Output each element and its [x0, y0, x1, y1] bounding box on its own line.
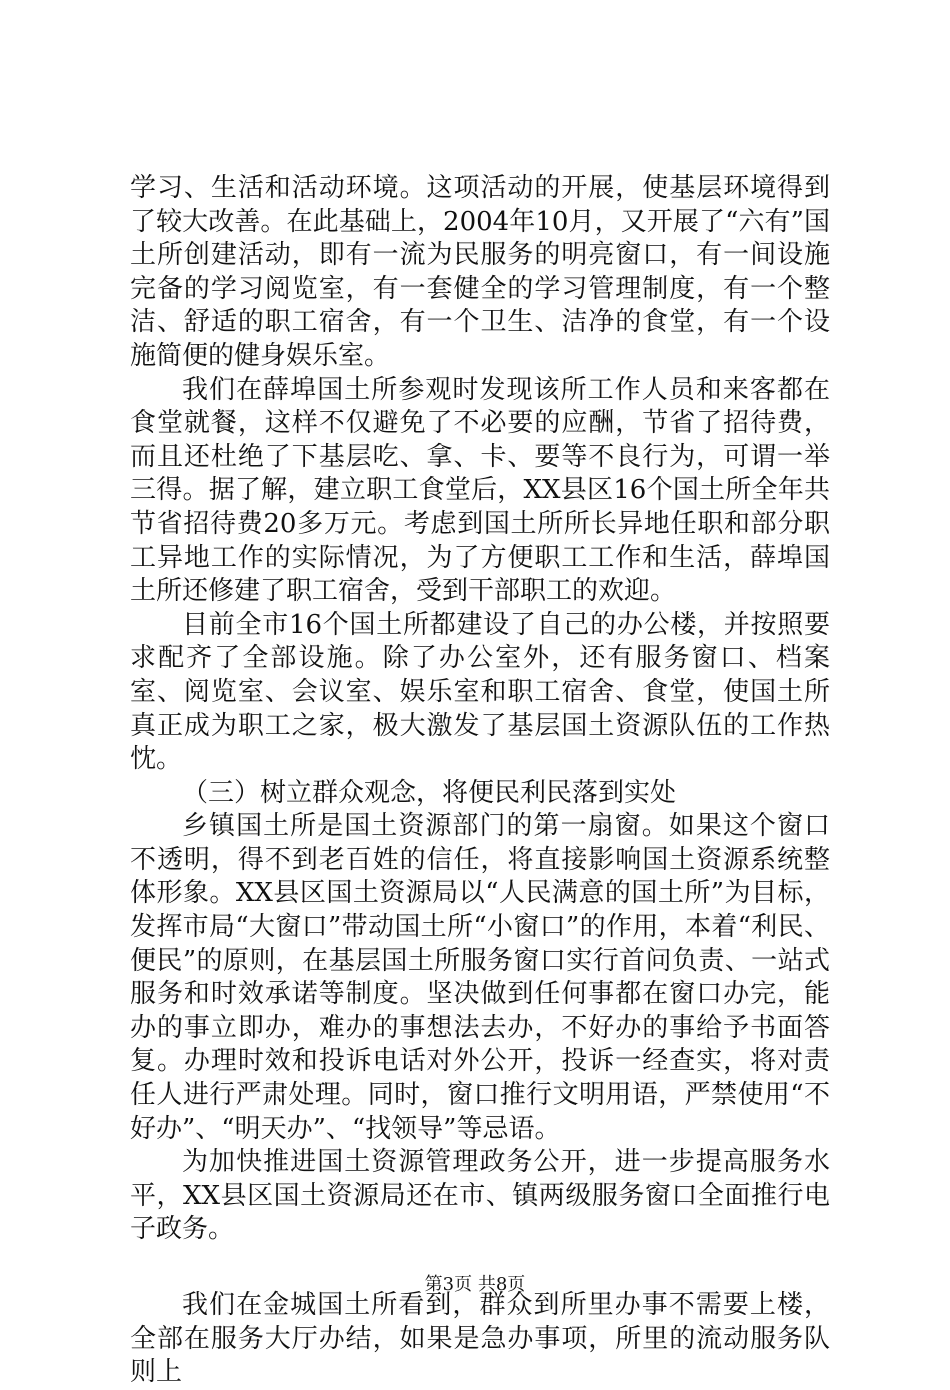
page-footer: 第3页 共8页 — [424, 1274, 526, 1295]
paragraph-6: 我们在金城国土所看到，群众到所里办事不需要上楼，全部在服务大厅办结，如果是急办事项，所里的流动服务队则上 — [130, 1290, 830, 1388]
document-body — [130, 172, 830, 1390]
paragraph-2: 我们在薛埠国土所参观时发现该所工作人员和来客都在食堂就餐，这样不仅避免了不必要的应酬，节省了招待费，而且还杜绝了下基层吃、拿、卡、要等不良行为，可谓一举三得。据了解，建立职工食堂后，XX县区16个国土所全年共节省招待费20多万元。考虑到国土所所长异地任职和部分职工异地工作的实际情况，为了方便职工工作和生活，薛埠国土所还修建了职工宿舍，受到干部职工的欢迎。 — [130, 374, 830, 607]
paragraph-3: 目前全市16个国土所都建设了自己的办公楼，并按照要求配齐了全部设施。除了办公室外，还有服务窗口、档案室、阅览室、会议室、娱乐室和职工宿舍、食堂，使国土所真正成为职工之家，极大激发了基层国土资源队伍的工作热忱。 — [130, 609, 830, 775]
paragraph-4: 乡镇国土所是国土资源部门的第一扇窗。如果这个窗口不透明，得不到老百姓的信任，将直接影响国土资源系统整体形象。XX县区国土资源局以“人民满意的国土所”为目标，发挥市局“大窗口”带动国土所“小窗口”的作用，本着“利民、便民”的原则，在基层国土所服务窗口实行首问负责、一站式服务和时效承诺等制度。坚决做到任何事都在窗口办完，能办的事立即办，难办的事想法去办，不好办的事给予书面答复。办理时效和投诉电话对外公开，投诉一经查实，将对责任人进行严肃处理。同时，窗口推行文明用语，严禁使用“不好办”、“明天办”、“找领导”等忌语。 — [130, 811, 830, 1144]
paragraph-5: 为加快推进国土资源管理政务公开，进一步提高服务水平，XX县区国土资源局还在市、镇两级服务窗口全面推行电子政务。 — [130, 1147, 830, 1245]
paragraph-1: 学习、生活和活动环境。这项活动的开展，使基层环境得到了较大改善。在此基础上，2004年10月，又开展了“六有”国土所创建活动，即有一流为民服务的明亮窗口，有一间设施完备的学习阅览室，有一套健全的学习管理制度，有一个整洁、舒适的职工宿舍，有一个卫生、洁净的食堂，有一个设施简便的健身娱乐室。 — [130, 173, 830, 371]
section-heading: （三）树立群众观念，将便民利民落到实处 — [182, 777, 677, 808]
